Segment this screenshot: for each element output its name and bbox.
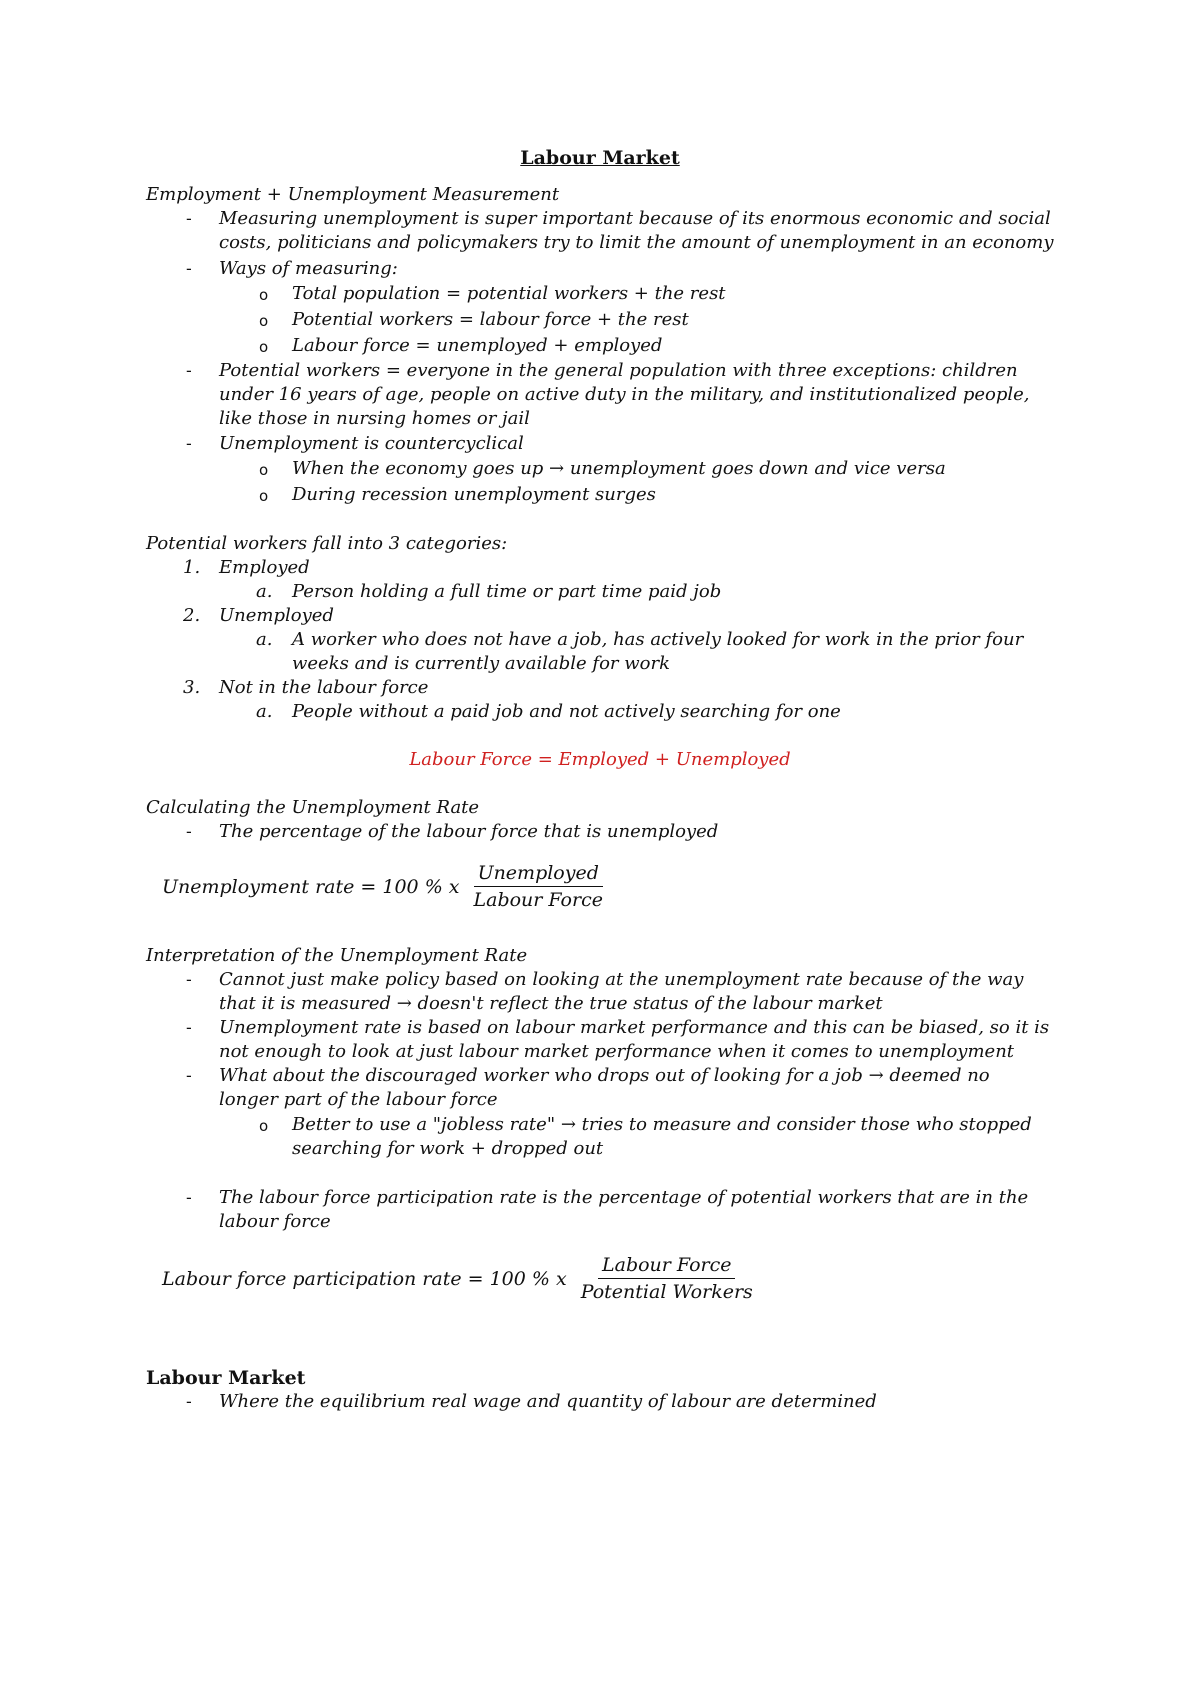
circle-bullet: o — [259, 286, 269, 304]
dash-bullet: - — [186, 1066, 192, 1086]
text-line: like those in nursing homes or jail — [219, 408, 530, 429]
list-number: 1. — [183, 557, 201, 578]
list-item: Employed — [219, 557, 310, 578]
section-heading-labour-market: Labour Market — [146, 1367, 306, 1389]
list-number: 3. — [183, 677, 201, 698]
list-letter: a. — [256, 629, 273, 650]
text-line: Better to use a "jobless rate" → tries to measure and consider those who stopped — [292, 1114, 1032, 1135]
fraction-numerator: Unemployed — [474, 860, 603, 887]
section-heading-calculating: Calculating the Unemployment Rate — [146, 797, 480, 818]
text-line: longer part of the labour force — [219, 1089, 498, 1110]
text-line: labour force — [219, 1211, 331, 1232]
list-letter: a. — [256, 701, 273, 722]
fraction-denominator: Labour Force — [473, 889, 603, 911]
text-line: When the economy goes up → unemployment goes down and vice versa — [292, 458, 946, 479]
dash-bullet: - — [186, 970, 192, 990]
text-line: Potential workers = everyone in the general population with three exceptions: children — [219, 360, 1018, 381]
dash-bullet: - — [186, 1018, 192, 1038]
section-heading-measurement: Employment + Unemployment Measurement — [146, 184, 560, 205]
equation-fraction — [577, 1252, 757, 1305]
text-line: under 16 years of age, people on active duty in the military, and institutionalized people, — [219, 384, 1030, 405]
dash-bullet: - — [186, 1188, 192, 1208]
equation-fraction — [470, 860, 607, 913]
equation-lhs: Labour force participation rate = 100 % x — [162, 1267, 567, 1290]
circle-bullet: o — [259, 461, 269, 479]
text-line: weeks and is currently available for work — [292, 653, 670, 674]
text-line: Cannot just make policy based on looking at the unemployment rate because of the way — [219, 969, 1024, 990]
text-line: A worker who does not have a job, has actively looked for work in the prior four — [292, 629, 1024, 650]
circle-bullet: o — [259, 338, 269, 356]
text-line: People without a paid job and not actively searching for one — [292, 701, 841, 722]
text-line: Measuring unemployment is super important because of its enormous economic and social — [219, 208, 1051, 229]
dash-bullet: - — [186, 209, 192, 229]
text-line: Unemployment is countercyclical — [219, 433, 524, 454]
text-line: that it is measured → doesn't reflect the true status of the labour market — [219, 993, 883, 1014]
circle-bullet: o — [259, 312, 269, 330]
dash-bullet: - — [186, 1392, 192, 1412]
text-line: Total population = potential workers + the rest — [292, 283, 726, 304]
text-line: not enough to look at just labour market performance when it comes to unemployment — [219, 1041, 1015, 1062]
list-number: 2. — [183, 605, 201, 626]
dash-bullet: - — [186, 361, 192, 381]
text-line: What about the discouraged worker who drops out of looking for a job → deemed no — [219, 1065, 990, 1086]
equation-lhs: Unemployment rate = 100 % x — [162, 875, 460, 898]
fraction-denominator: Potential Workers — [580, 1281, 753, 1303]
text-line: Ways of measuring: — [219, 258, 398, 279]
dash-bullet: - — [186, 822, 192, 842]
dash-bullet: - — [186, 434, 192, 454]
labour-force-formula: Labour Force = Employed + Unemployed — [409, 749, 791, 770]
list-letter: a. — [256, 581, 273, 602]
text-line: Labour force = unemployed + employed — [292, 335, 663, 356]
text-line: searching for work + dropped out — [292, 1138, 604, 1159]
participation-rate-equation — [162, 1252, 757, 1305]
section-heading-interpretation: Interpretation of the Unemployment Rate — [146, 945, 528, 966]
unemployment-rate-equation — [162, 860, 607, 913]
text-line: costs, politicians and policymakers try to limit the amount of unemployment in an economy — [219, 232, 1054, 253]
section-heading-categories: Potential workers fall into 3 categories: — [146, 533, 508, 554]
fraction-numerator: Labour Force — [598, 1252, 735, 1279]
text-line: The percentage of the labour force that is unemployed — [219, 821, 719, 842]
dash-bullet: - — [186, 259, 192, 279]
circle-bullet: o — [259, 487, 269, 505]
text-line: During recession unemployment surges — [292, 484, 656, 505]
text-line: The labour force participation rate is the percentage of potential workers that are in the — [219, 1187, 1029, 1208]
text-line: Potential workers = labour force + the rest — [292, 309, 689, 330]
page-title: Labour Market — [520, 147, 680, 169]
circle-bullet: o — [259, 1117, 269, 1135]
list-item: Not in the labour force — [219, 677, 429, 698]
text-line: Where the equilibrium real wage and quantity of labour are determined — [219, 1391, 877, 1412]
text-line: Person holding a full time or part time paid job — [292, 581, 722, 602]
text-line: Unemployment rate is based on labour market performance and this can be biased, so it is — [219, 1017, 1050, 1038]
list-item: Unemployed — [219, 605, 334, 626]
